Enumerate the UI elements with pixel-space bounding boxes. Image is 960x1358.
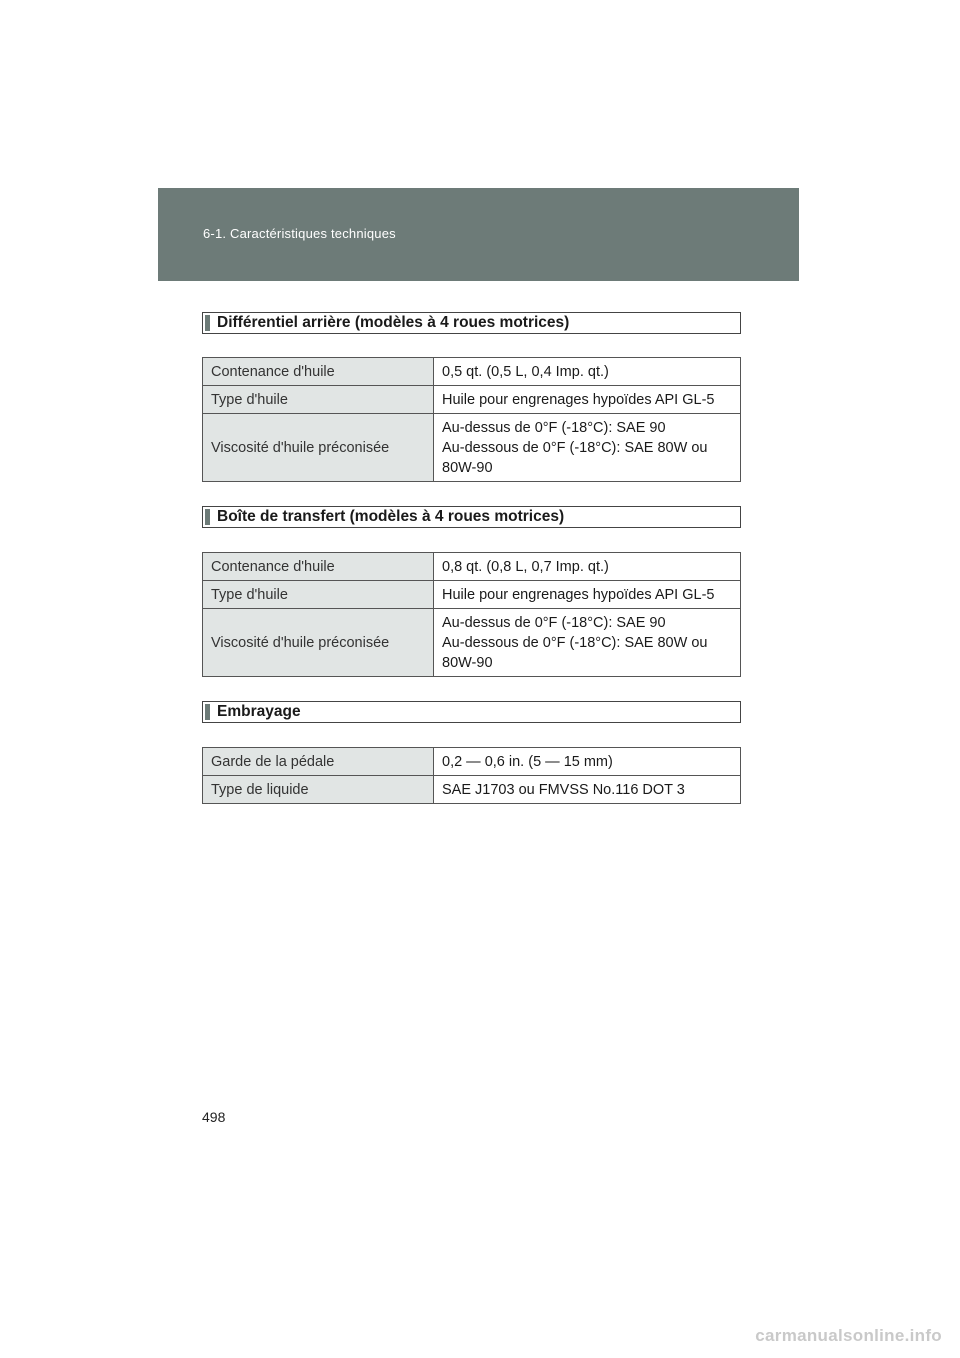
- spec-value-line: 80W-90: [442, 459, 493, 476]
- spec-label: Garde de la pédale: [203, 748, 434, 776]
- table-row: [203, 386, 741, 414]
- spec-table-clutch: [202, 747, 741, 804]
- spec-value-line: Au-dessous de 0°F (-18°C): SAE 80W ou: [442, 439, 708, 456]
- spec-label: Viscosité d'huile préconisée: [203, 609, 434, 677]
- section-title-text: Boîte de transfert (modèles à 4 roues motrices): [217, 508, 565, 525]
- section-marker: [205, 509, 210, 525]
- chapter-header: [158, 188, 799, 281]
- table-row: [203, 358, 741, 386]
- spec-value: SAE J1703 ou FMVSS No.116 DOT 3: [434, 776, 741, 804]
- spec-value: [434, 609, 741, 677]
- spec-label: Contenance d'huile: [203, 553, 434, 581]
- table-row: [203, 776, 741, 804]
- watermark: carmanualsonline.info: [755, 1326, 942, 1345]
- table-row: [203, 414, 741, 482]
- spec-value-line: Au-dessus de 0°F (-18°C): SAE 90: [442, 614, 666, 631]
- spec-table-rear-differential: [202, 357, 741, 482]
- spec-value: Huile pour engrenages hypoïdes API GL-5: [434, 581, 741, 609]
- spec-label: Contenance d'huile: [203, 358, 434, 386]
- section-title-clutch: [202, 701, 741, 723]
- page-number: 498: [202, 1109, 226, 1125]
- spec-label: Type d'huile: [203, 581, 434, 609]
- chapter-title: 6-1. Caractéristiques techniques: [203, 226, 396, 241]
- table-row: [203, 609, 741, 677]
- spec-value: 0,2 — 0,6 in. (5 — 15 mm): [434, 748, 741, 776]
- table-row: [203, 581, 741, 609]
- spec-value: 0,5 qt. (0,5 L, 0,4 Imp. qt.): [434, 358, 741, 386]
- spec-value-line: 80W-90: [442, 654, 493, 671]
- section-title-text: Embrayage: [217, 703, 301, 720]
- spec-value-line: Au-dessous de 0°F (-18°C): SAE 80W ou: [442, 634, 708, 651]
- spec-value: Huile pour engrenages hypoïdes API GL-5: [434, 386, 741, 414]
- spec-value: [434, 414, 741, 482]
- spec-label: Viscosité d'huile préconisée: [203, 414, 434, 482]
- spec-label: Type de liquide: [203, 776, 434, 804]
- table-row: [203, 748, 741, 776]
- section-marker: [205, 315, 210, 331]
- section-title-rear-differential: [202, 312, 741, 334]
- section-title-transfer-case: [202, 506, 741, 528]
- spec-label: Type d'huile: [203, 386, 434, 414]
- spec-table-transfer-case: [202, 552, 741, 677]
- spec-value-line: Au-dessus de 0°F (-18°C): SAE 90: [442, 419, 666, 436]
- table-row: [203, 553, 741, 581]
- spec-value: 0,8 qt. (0,8 L, 0,7 Imp. qt.): [434, 553, 741, 581]
- section-marker: [205, 704, 210, 720]
- section-title-text: Différentiel arrière (modèles à 4 roues motrices): [217, 314, 570, 331]
